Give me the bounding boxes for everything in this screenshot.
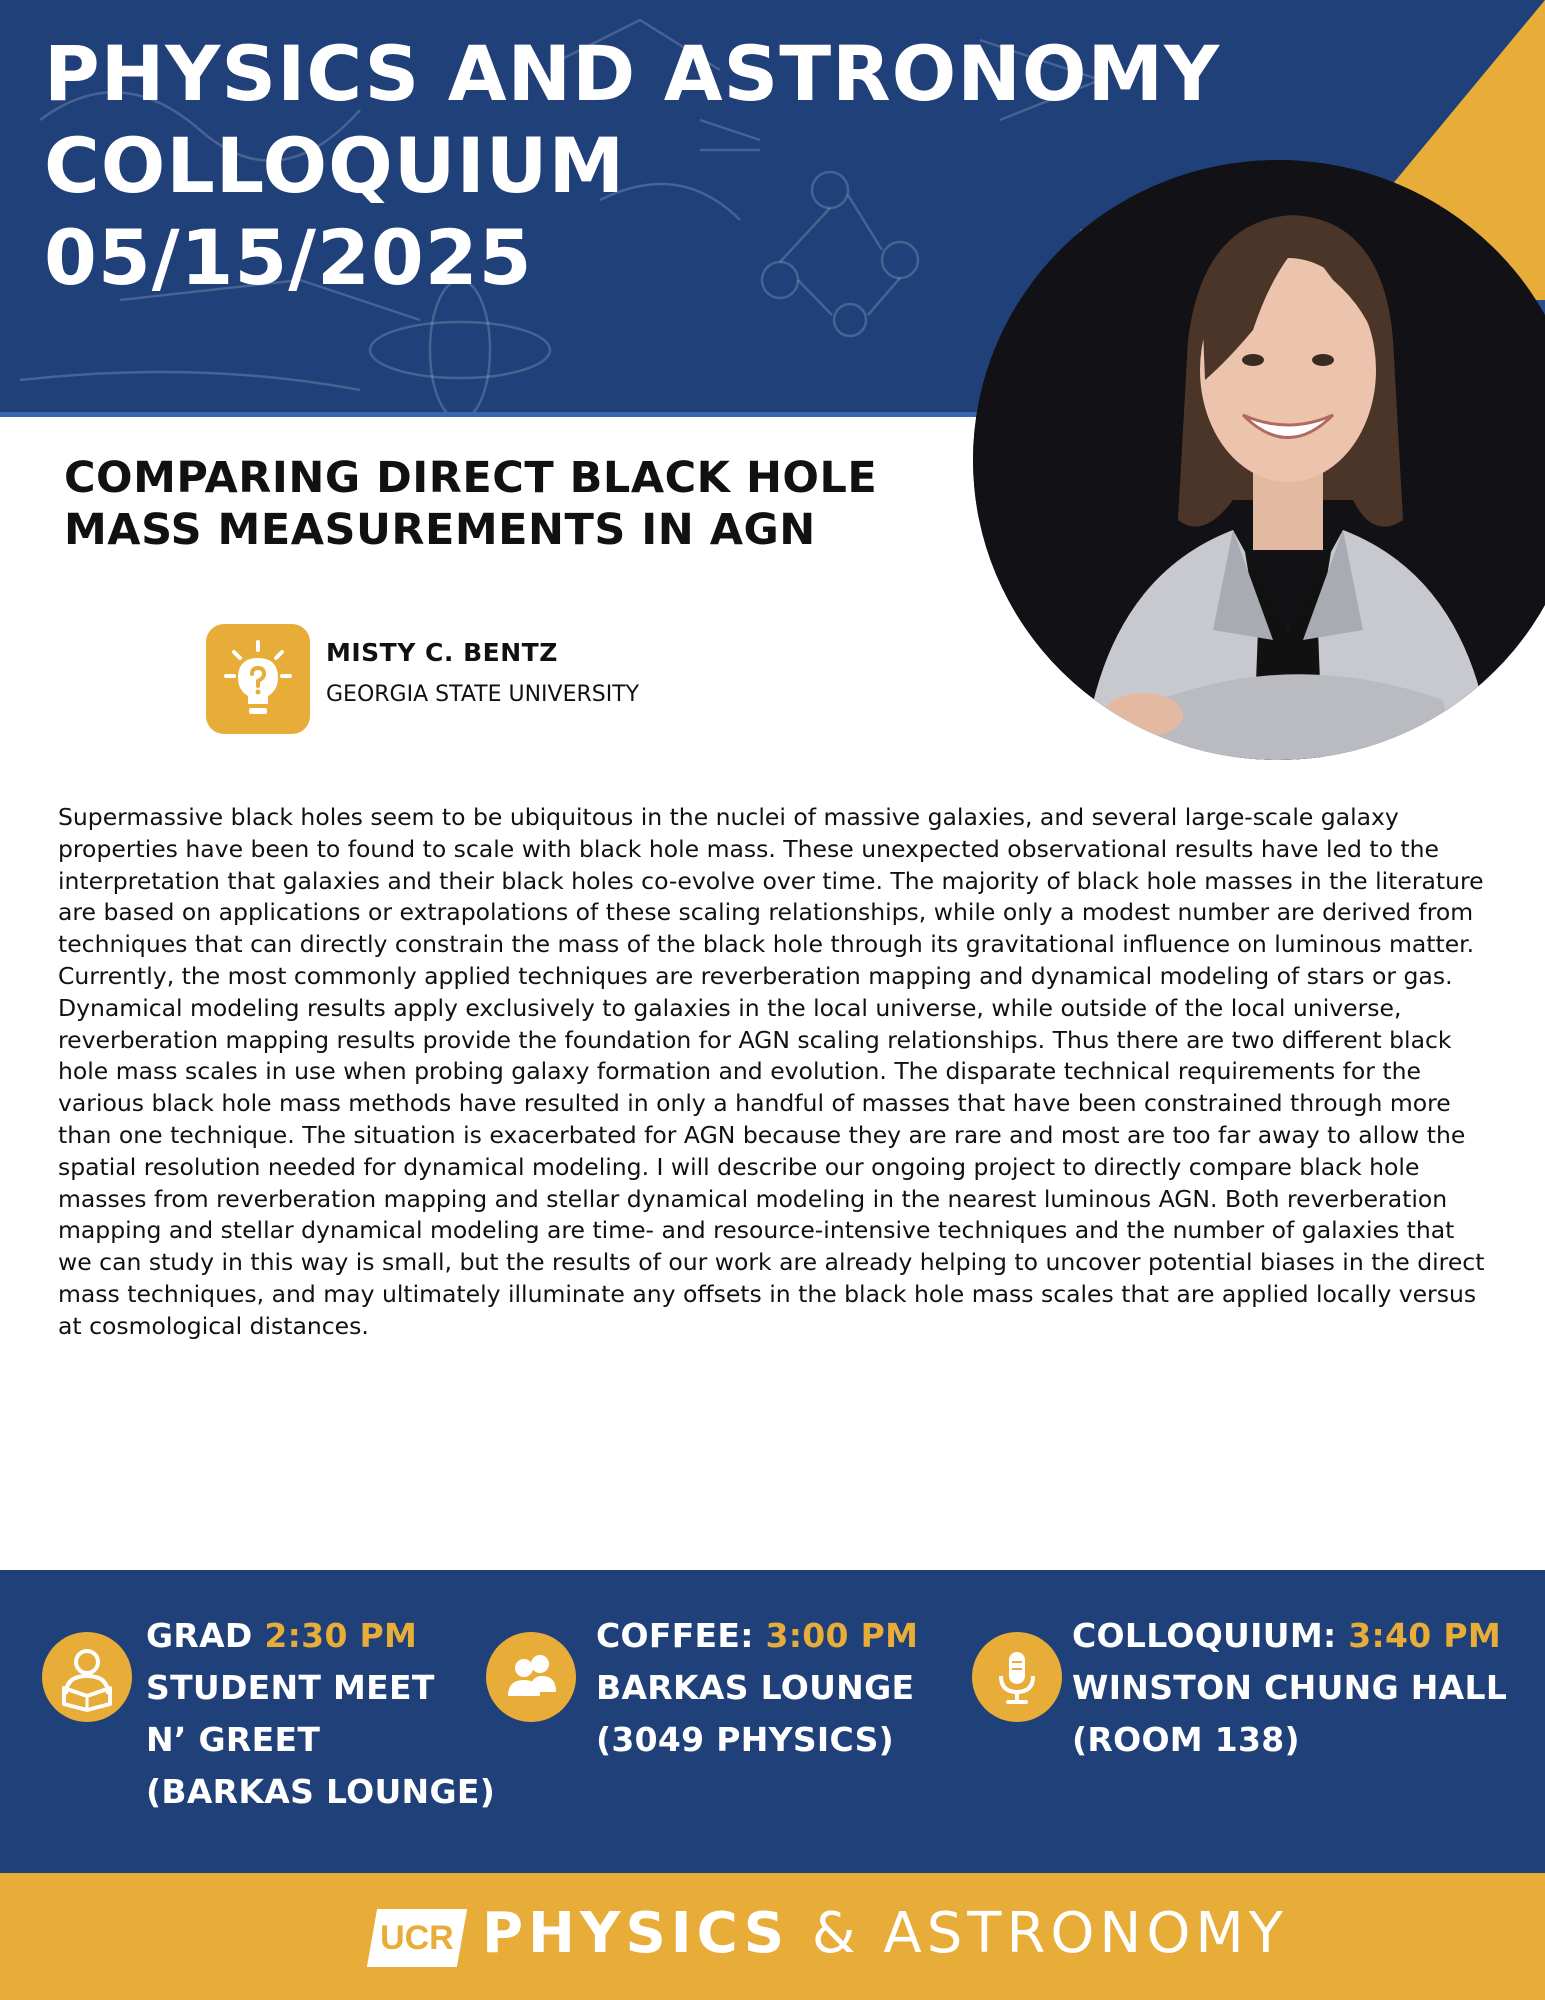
schedule-time: 3:00 PM — [765, 1616, 919, 1655]
talk-title-line: MASS MEASUREMENTS IN AGN — [64, 505, 816, 555]
event-title-line: PHYSICS AND ASTRONOMY — [44, 29, 1221, 118]
speaker-photo — [973, 160, 1545, 760]
schedule-detail: (BARKAS LOUNGE) — [146, 1772, 496, 1811]
schedule-detail: (ROOM 138) — [1072, 1720, 1300, 1759]
schedule-detail: N’ GREET — [146, 1720, 321, 1759]
microphone-icon — [972, 1632, 1062, 1722]
schedule-detail: STUDENT MEET — [146, 1668, 435, 1707]
schedule-text — [146, 1610, 495, 1818]
ucr-logo — [367, 1909, 467, 1967]
department-name-part: PHYSICS — [482, 1901, 790, 1966]
schedule-detail: WINSTON CHUNG HALL — [1072, 1668, 1508, 1707]
ucr-logo-text: UCR — [380, 1919, 454, 1957]
talk-title-line: COMPARING DIRECT BLACK HOLE — [64, 453, 878, 503]
event-title — [44, 28, 1220, 304]
department-name-part: & ASTRONOMY — [789, 1901, 1288, 1966]
speaker-name: MISTY C. BENTZ — [326, 638, 558, 667]
speaker-affiliation: GEORGIA STATE UNIVERSITY — [326, 682, 640, 707]
abstract-text: Supermassive black holes seem to be ubiquitous in the nuclei of massive galaxies, and several large-scale galaxy properties have been to found to scale with black hole mass. These unexpected observational results have led to the interpretation that galaxies and their black holes co-evolve over time. The majority of black hole masses in the literature are based on applications or extrapolations of these scaling relationships, while only a modest number are derived from techniques that can directly constrain the mass of the black hole through its gravitational influence on luminous matter. Currently, the most commonly applied techniques are reverberation mapping and dynamical modeling of stars or gas. Dynamical modeling results apply exclusively to galaxies in the local universe, while outside of the local universe, reverberation mapping results provide the foundation for AGN scaling relationships. Thus there are two different black hole mass scales in use when probing galaxy formation and evolution. The disparate technical requirements for the various black hole mass methods have resulted in only a handful of masses that have been constrained through more than one technique. The situation is exacerbated for AGN because they are rare and most are too far away to allow the spatial resolution needed for dynamical modeling. I will describe our ongoing project to directly compare black hole masses from reverberation mapping and stellar dynamical modeling in the nearest luminous AGN. Both reverberation mapping and stellar dynamical modeling are time- and resource-intensive techniques and the number of galaxies that we can study in this way is small, but the results of our work are already helping to uncover potential biases in the direct mass techniques, and may ultimately illuminate any offsets in the black hole mass scales that are applied locally versus at cosmological distances. — [58, 803, 1485, 1340]
schedule-banner — [0, 1570, 1545, 1873]
schedule-text — [596, 1610, 918, 1766]
event-title-line: COLLOQUIUM — [44, 121, 626, 210]
schedule-time: 2:30 PM — [264, 1616, 418, 1655]
event-date: 05/15/2025 — [44, 213, 533, 302]
people-icon — [486, 1632, 576, 1722]
talk-title — [64, 452, 877, 556]
department-name — [482, 1899, 1288, 1969]
schedule-text — [1072, 1610, 1507, 1766]
student-reading-icon — [42, 1632, 132, 1722]
schedule-detail: BARKAS LOUNGE — [596, 1668, 915, 1707]
schedule-label: COFFEE: — [596, 1616, 766, 1655]
schedule-label: COLLOQUIUM: — [1072, 1616, 1349, 1655]
schedule-detail: (3049 PHYSICS) — [596, 1720, 895, 1759]
lightbulb-question-icon — [206, 624, 310, 734]
schedule-label: GRAD — [146, 1616, 265, 1655]
speaker-portrait-illustration — [973, 160, 1545, 760]
footer-banner — [0, 1873, 1545, 2000]
schedule-time: 3:40 PM — [1348, 1616, 1501, 1655]
